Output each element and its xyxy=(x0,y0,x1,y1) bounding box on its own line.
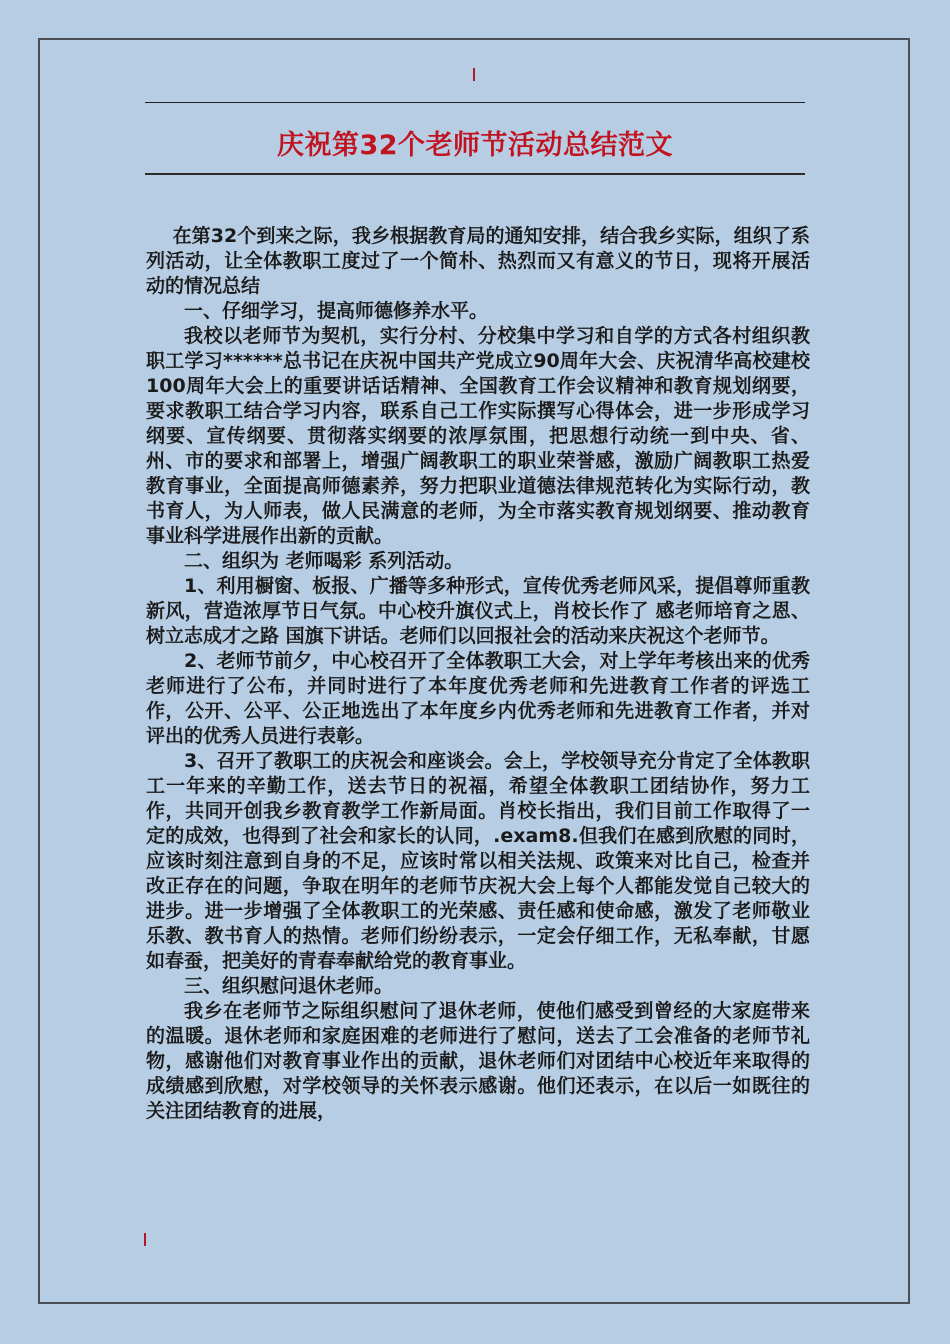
header-cursor-mark xyxy=(473,68,475,81)
paragraph-item-1: 1、利用橱窗、板报、广播等多种形式，宣传优秀老师风采，提倡尊师重教新风，营造浓厚节日气氛。中心校升旗仪式上，肖校长作了 感老师培育之恩、树立志成才之路 国旗下讲话。老师们以回报社会的活动来庆祝这个老师节。 xyxy=(146,575,810,647)
paragraph-study: 我校以老师节为契机，实行分村、分校集中学习和自学的方式各村组织教职工学习******总书记在庆祝中国共产党成立90周年大会、庆祝清华高校建校100周年大会上的重要讲话话精神、全国教育工作会议精神和教育规划纲要，要求教职工结合学习内容，联系自己工作实际撰写心得体会，进一步形成学习纲要、宣传纲要、贯彻落实纲要的浓厚氛围，把思想行动统一到中央、省、州、市的要求和部署上，增强广阔教职工的职业荣誉感，激励广阔教职工热爱教育事业，全面提高师德素养，努力把职业道德法律规范转化为实际行动，教书育人，为人师表，做人民满意的老师，为全市落实教育规划纲要、推动教育事业科学进展作出新的贡献。 xyxy=(146,325,810,547)
document-title: 庆祝第32个老师节活动总结范文 xyxy=(276,130,674,161)
section-heading-1: 一、仔细学习，提高师德修养水平。 xyxy=(184,300,489,322)
title-top-rule xyxy=(145,102,805,103)
section-heading-2: 二、组织为 老师喝彩 系列活动。 xyxy=(184,550,464,572)
section-heading-3: 三、组织慰问退休老师。 xyxy=(184,975,394,997)
paragraph-intro: 在第32个到来之际，我乡根据教育局的通知安排，结合我乡实际，组织了系列活动，让全体教职工度过了一个简朴、热烈而又有意义的节日，现将开展活动的情况总结 xyxy=(146,225,810,297)
footer-cursor-mark xyxy=(144,1233,146,1246)
document-body xyxy=(146,224,810,1124)
paragraph-item-2: 2、老师节前夕，中心校召开了全体教职工大会，对上学年考核出来的优秀老师进行了公布，并同时进行了本年度优秀老师和先进教育工作者的评选工作，公开、公平、公正地选出了本年度乡内优秀老师和先进教育工作者，并对评出的优秀人员进行表彰。 xyxy=(146,650,810,747)
paragraph-retirees: 我乡在老师节之际组织慰问了退休老师，使他们感受到曾经的大家庭带来的温暖。退休老师和家庭困难的老师进行了慰问，送去了工会准备的老师节礼物，感谢他们对教育事业作出的贡献，退休老师们对团结中心校近年来取得的成绩感到欣慰，对学校领导的关怀表示感谢。他们还表示，在以后一如既往的关注团结教育的进展， xyxy=(146,1000,810,1122)
title-bottom-rule xyxy=(145,173,805,175)
paragraph-item-3: 3、召开了教职工的庆祝会和座谈会。会上，学校领导充分肯定了全体教职工一年来的辛勤工作，送去节日的祝福，希望全体教职工团结协作，努力工作，共同开创我乡教育教学工作新局面。肖校长指出，我们目前工作取得了一定的成效，也得到了社会和家长的认同，.exam8.但我们在感到欣慰的同时，应该时刻注意到自身的不足，应该时常以相关法规、政策来对比自己，检查并改正存在的问题，争取在明年的老师节庆祝大会上每个人都能发觉自己较大的进步。进一步增强了全体教职工的光荣感、责任感和使命感，激发了老师敬业乐教、教书育人的热情。老师们纷纷表示，一定会仔细工作，无私奉献，甘愿如春蚕，把美好的青春奉献给党的教育事业。 xyxy=(146,750,810,972)
